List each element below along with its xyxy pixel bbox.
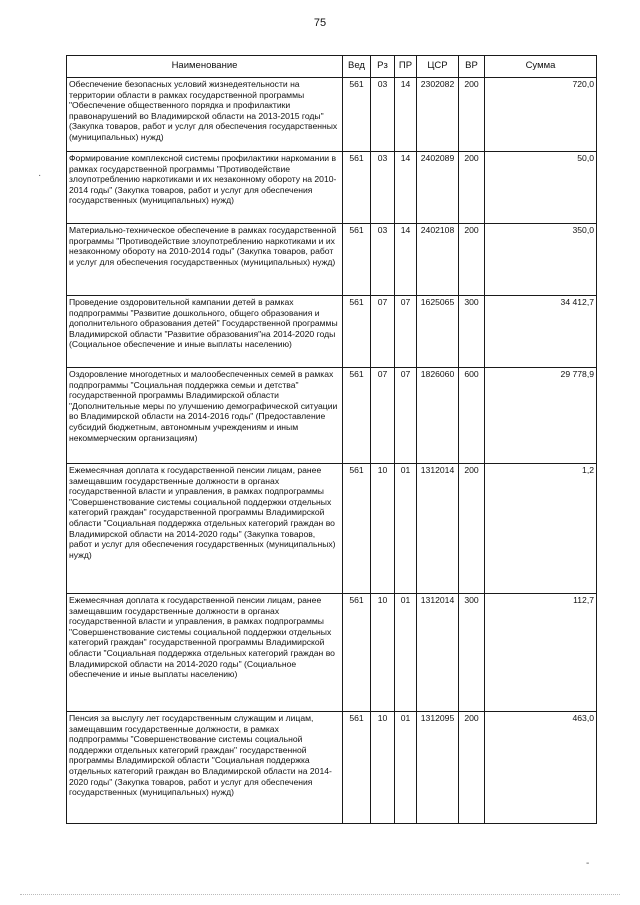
row-ved: 561: [343, 464, 371, 594]
budget-table: [66, 55, 597, 824]
row-vr: 600: [459, 368, 485, 464]
row-pr: 14: [395, 224, 417, 296]
row-rz: 10: [371, 594, 395, 712]
row-pr: 07: [395, 368, 417, 464]
row-pr: 01: [395, 464, 417, 594]
table-row: [67, 464, 597, 594]
row-ved: 561: [343, 78, 371, 152]
row-csr: 2402089: [417, 152, 459, 224]
row-pr: 07: [395, 296, 417, 368]
row-name: Проведение оздоровительной кампании детей в рамках подпрограммы "Развитие дошкольного, общего образования и дополнительного образования детей" Государственной программы Владимирской области "Развитие образования"на 2014-2020 годы (Социальное обеспечение и иные выплаты населению): [67, 296, 343, 368]
row-csr: 1625065: [417, 296, 459, 368]
table-row: [67, 296, 597, 368]
row-csr: 2402108: [417, 224, 459, 296]
row-rz: 03: [371, 224, 395, 296]
table-row: [67, 712, 597, 824]
row-vr: 200: [459, 78, 485, 152]
row-csr: 1312014: [417, 594, 459, 712]
row-csr: 2302082: [417, 78, 459, 152]
row-pr: 14: [395, 152, 417, 224]
row-rz: 07: [371, 368, 395, 464]
table-row: [67, 224, 597, 296]
row-vr: 200: [459, 712, 485, 824]
row-name: Ежемесячная доплата к государственной пенсии лицам, ранее замещавшим государственные должности в органах государственной власти и управления, в рамках подпрограммы "Совершенствование системы социальной поддержки отдельных категорий граждан" государственной программы Владимирской области "Социальная поддержка отдельных категорий граждан во Владимирской области на 2014-2020 годы" (Социальное обеспечение и иные выплаты населению): [67, 594, 343, 712]
page-number: 75: [313, 17, 327, 29]
row-vr: 300: [459, 594, 485, 712]
row-rz: 03: [371, 152, 395, 224]
row-vr: 200: [459, 464, 485, 594]
header-pr: ПР: [395, 56, 417, 78]
header-sum: Сумма: [485, 56, 597, 78]
table-row: [67, 78, 597, 152]
row-sum: 29 778,9: [485, 368, 597, 464]
row-sum: 350,0: [485, 224, 597, 296]
row-vr: 200: [459, 152, 485, 224]
table-header-row: [67, 56, 597, 78]
row-sum: 1,2: [485, 464, 597, 594]
row-pr: 01: [395, 712, 417, 824]
row-rz: 03: [371, 78, 395, 152]
table-row: [67, 368, 597, 464]
row-name: Пенсия за выслугу лет государственным служащим и лицам, замещавшим государственные должности, в рамках подпрограммы "Совершенствование системы социальной поддержки отдельных категорий граждан" государственной программы Владимирской области "Социальная поддержка отдельных категорий граждан во Владимирской области на 2014-2020 годы" (Закупка товаров, работ и услуг для обеспечения государственных (муниципальных) нужд): [67, 712, 343, 824]
row-ved: 561: [343, 712, 371, 824]
row-rz: 07: [371, 296, 395, 368]
table-row: [67, 594, 597, 712]
row-sum: 112,7: [485, 594, 597, 712]
row-vr: 300: [459, 296, 485, 368]
row-sum: 34 412,7: [485, 296, 597, 368]
row-pr: 01: [395, 594, 417, 712]
row-name: Ежемесячная доплата к государственной пенсии лицам, ранее замещавшим государственные должности в органах государственной власти и управления, в рамках подпрограммы "Совершенствование системы социальной поддержки отдельных категорий граждан" государственной программы Владимирской области "Социальная поддержка отдельных категорий граждан во Владимирской области на 2014-2020 годы" (Закупка товаров, работ и услуг для обеспечения государственных (муниципальных) нужд): [67, 464, 343, 594]
row-name: Формирование комплексной системы профилактики наркомании в рамках государственной программы "Противодействие злоупотреблению наркотиками и их незаконному обороту на 2010-2014 годы" (Закупка товаров, работ и услуг для обеспечения государственных (муниципальных) нужд): [67, 152, 343, 224]
row-sum: 720,0: [485, 78, 597, 152]
row-csr: 1826060: [417, 368, 459, 464]
table-row: [67, 152, 597, 224]
row-rz: 10: [371, 464, 395, 594]
header-ved: Вед: [343, 56, 371, 78]
row-sum: 50,0: [485, 152, 597, 224]
header-vr: ВР: [459, 56, 485, 78]
row-pr: 14: [395, 78, 417, 152]
row-csr: 1312095: [417, 712, 459, 824]
row-name: Оздоровление многодетных и малообеспеченных семей в рамках подпрограммы "Социальная поддержка семьи и детства" государственной программы Владимирской области "Дополнительные меры по улучшению демографической ситуации во Владимирской области на 2014-2016 годы" (Предоставление субсидий бюджетным, автономным учреждениям и иным некоммерческим организациям): [67, 368, 343, 464]
row-sum: 463,0: [485, 712, 597, 824]
row-ved: 561: [343, 152, 371, 224]
header-rz: Рз: [371, 56, 395, 78]
scan-mark: -: [586, 858, 590, 869]
scan-mark: ·: [38, 170, 42, 181]
header-name: Наименование: [67, 56, 343, 78]
row-rz: 10: [371, 712, 395, 824]
row-ved: 561: [343, 296, 371, 368]
row-name: Обеспечение безопасных условий жизнедеятельности на территории области в рамках государственной программы "Обеспечение общественного порядка и профилактики правонарушений во Владимирской области на 2013-2015 годы" (Закупка товаров, работ и услуг для обеспечения государственных (муниципальных) нужд): [67, 78, 343, 152]
scan-edge-line: [20, 894, 620, 895]
row-ved: 561: [343, 594, 371, 712]
row-name: Материально-техническое обеспечение в рамках государственной программы "Противодействие злоупотреблению наркотиками и их незаконному обороту на 2010-2014 годы" (Закупка товаров, работ и услуг для обеспечения государственных (муниципальных) нужд): [67, 224, 343, 296]
row-ved: 561: [343, 368, 371, 464]
header-csr: ЦСР: [417, 56, 459, 78]
row-vr: 200: [459, 224, 485, 296]
row-csr: 1312014: [417, 464, 459, 594]
row-ved: 561: [343, 224, 371, 296]
